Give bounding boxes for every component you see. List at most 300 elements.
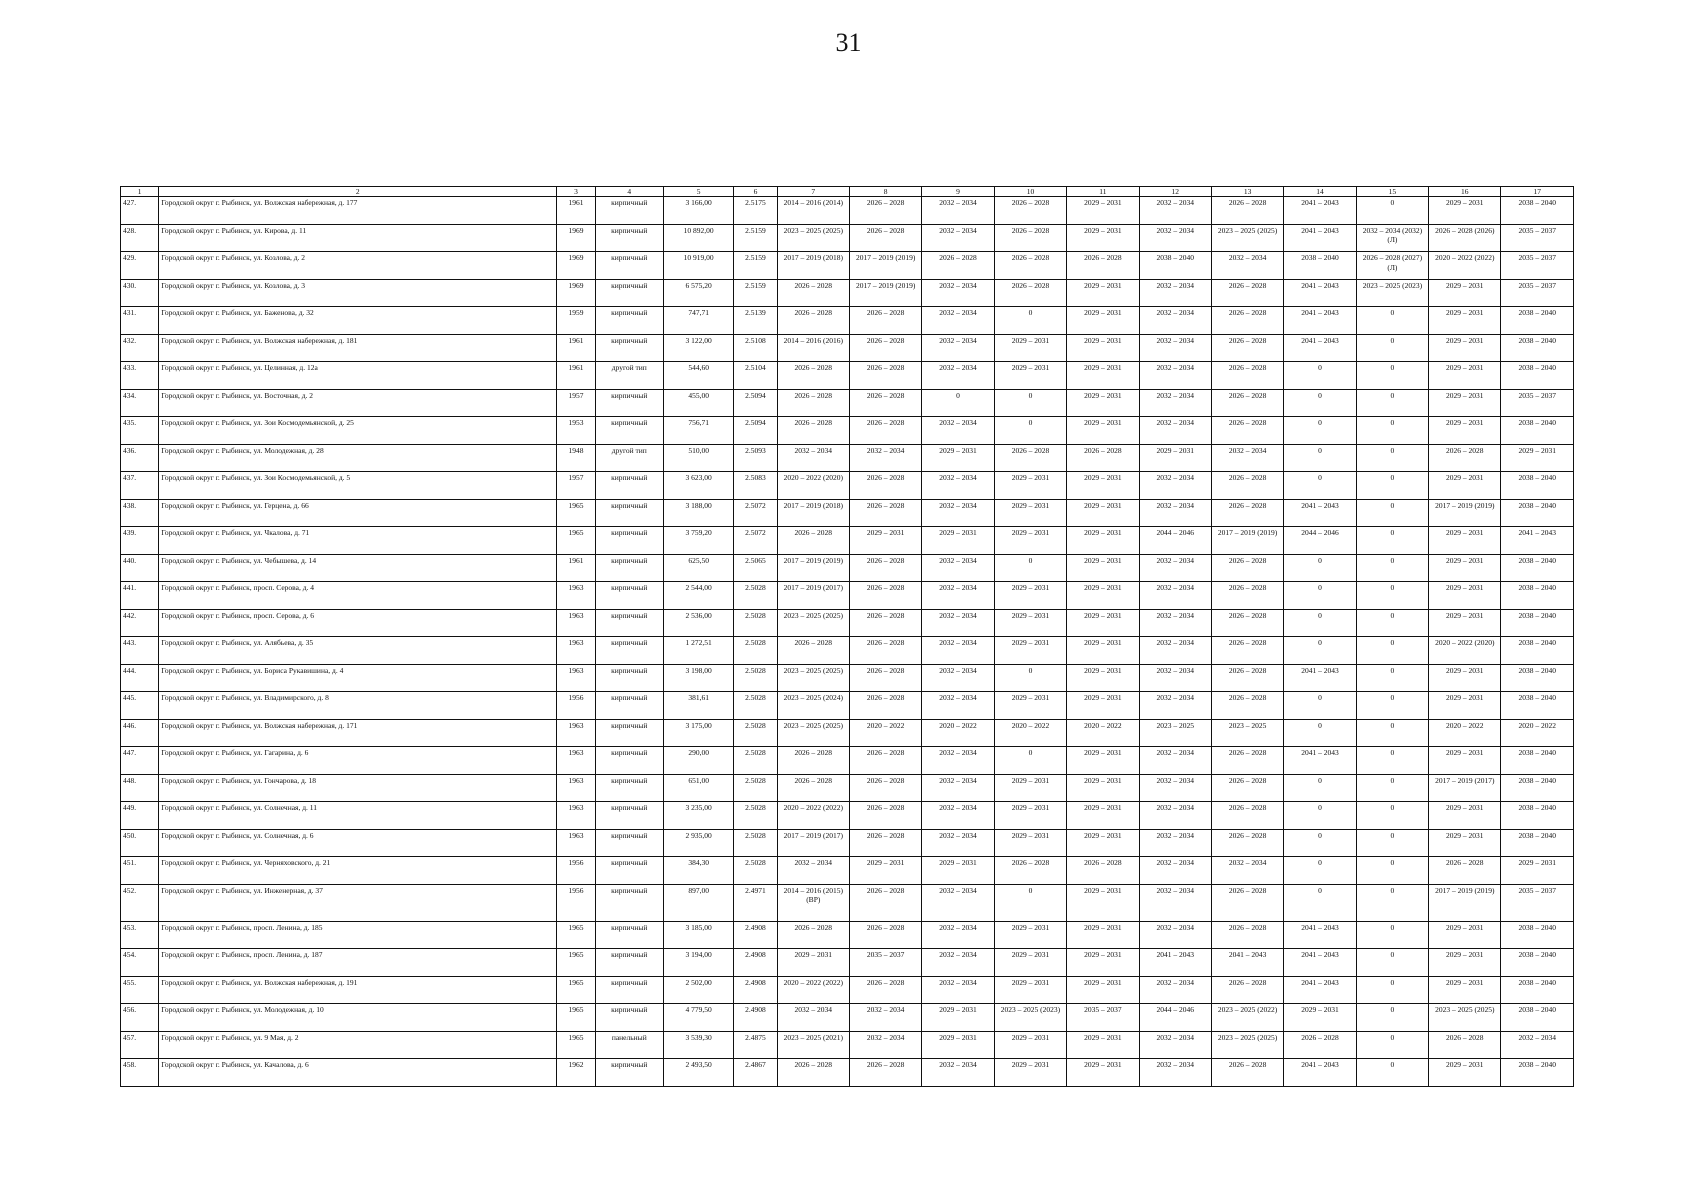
period-col-16-cell: 2029 – 2031 xyxy=(1429,609,1501,637)
period-col-13-cell: 2026 – 2028 xyxy=(1211,554,1283,582)
period-col-12-cell: 2032 – 2034 xyxy=(1139,637,1211,665)
period-col-15-cell: 0 xyxy=(1356,692,1428,720)
year-built-cell: 1969 xyxy=(557,252,595,280)
period-col-17-cell: 2038 – 2040 xyxy=(1501,554,1574,582)
period-col-7-cell: 2017 – 2019 (2019) xyxy=(777,554,849,582)
period-col-9-cell: 2032 – 2034 xyxy=(922,1059,994,1087)
priority-index-cell: 2.5159 xyxy=(734,252,777,280)
period-col-15-cell: 0 xyxy=(1356,719,1428,747)
table-row xyxy=(121,884,1574,921)
period-col-14-cell: 2041 – 2043 xyxy=(1284,499,1356,527)
row-number-cell: 437. xyxy=(121,472,159,500)
period-col-10-cell: 0 xyxy=(994,554,1066,582)
period-col-10-cell: 2029 – 2031 xyxy=(994,637,1066,665)
address-cell: Городской округ г. Рыбинск, ул. Козлова, д. 2 xyxy=(159,252,557,280)
period-col-17-cell: 2038 – 2040 xyxy=(1501,921,1574,949)
period-col-14-cell: 0 xyxy=(1284,609,1356,637)
period-col-7-cell: 2017 – 2019 (2017) xyxy=(777,829,849,857)
period-col-7-cell: 2026 – 2028 xyxy=(777,307,849,335)
period-col-17-cell: 2038 – 2040 xyxy=(1501,417,1574,445)
period-col-14-cell: 0 xyxy=(1284,802,1356,830)
period-col-13-cell: 2026 – 2028 xyxy=(1211,774,1283,802)
wall-material-cell: кирпичный xyxy=(595,884,663,921)
period-col-8-cell: 2020 – 2022 xyxy=(849,719,921,747)
row-number-cell: 445. xyxy=(121,692,159,720)
period-col-7-cell: 2026 – 2028 xyxy=(777,921,849,949)
period-col-17-cell: 2038 – 2040 xyxy=(1501,664,1574,692)
period-col-16-cell: 2029 – 2031 xyxy=(1429,949,1501,977)
period-col-9-cell: 2020 – 2022 xyxy=(922,719,994,747)
priority-index-cell: 2.5159 xyxy=(734,224,777,252)
period-col-11-cell: 2029 – 2031 xyxy=(1067,692,1139,720)
housing-register-table xyxy=(120,186,1574,1087)
address-cell: Городской округ г. Рыбинск, ул. Инженерная, д. 37 xyxy=(159,884,557,921)
year-built-cell: 1963 xyxy=(557,719,595,747)
period-col-8-cell: 2026 – 2028 xyxy=(849,829,921,857)
area-cell: 3 623,00 xyxy=(663,472,733,500)
wall-material-cell: кирпичный xyxy=(595,389,663,417)
period-col-15-cell: 0 xyxy=(1356,884,1428,921)
area-cell: 3 194,00 xyxy=(663,949,733,977)
period-col-15-cell: 0 xyxy=(1356,774,1428,802)
period-col-10-cell: 2029 – 2031 xyxy=(994,921,1066,949)
period-col-17-cell: 2038 – 2040 xyxy=(1501,307,1574,335)
period-col-9-cell: 2032 – 2034 xyxy=(922,774,994,802)
priority-index-cell: 2.4908 xyxy=(734,949,777,977)
period-col-12-cell: 2032 – 2034 xyxy=(1139,609,1211,637)
page-number: 31 xyxy=(835,28,862,57)
table-row xyxy=(121,609,1574,637)
area-cell: 651,00 xyxy=(663,774,733,802)
year-built-cell: 1963 xyxy=(557,582,595,610)
address-cell: Городской округ г. Рыбинск, ул. Волжская набережная, д. 191 xyxy=(159,976,557,1004)
period-col-13-cell: 2026 – 2028 xyxy=(1211,976,1283,1004)
period-col-8-cell: 2026 – 2028 xyxy=(849,774,921,802)
period-col-12-cell: 2032 – 2034 xyxy=(1139,1059,1211,1087)
period-col-7-cell: 2026 – 2028 xyxy=(777,747,849,775)
area-cell: 3 175,00 xyxy=(663,719,733,747)
period-col-11-cell: 2029 – 2031 xyxy=(1067,802,1139,830)
period-col-14-cell: 0 xyxy=(1284,554,1356,582)
period-col-15-cell: 0 xyxy=(1356,1031,1428,1059)
period-col-11-cell: 2029 – 2031 xyxy=(1067,774,1139,802)
table-row xyxy=(121,252,1574,280)
period-col-7-cell: 2032 – 2034 xyxy=(777,857,849,885)
period-col-7-cell: 2017 – 2019 (2017) xyxy=(777,582,849,610)
period-col-7-cell: 2023 – 2025 (2024) xyxy=(777,692,849,720)
period-col-8-cell: 2032 – 2034 xyxy=(849,1031,921,1059)
period-col-8-cell: 2029 – 2031 xyxy=(849,527,921,555)
period-col-7-cell: 2014 – 2016 (2015) (ВР) xyxy=(777,884,849,921)
period-col-12-cell: 2032 – 2034 xyxy=(1139,279,1211,307)
period-col-10-cell: 2029 – 2031 xyxy=(994,582,1066,610)
area-cell: 3 188,00 xyxy=(663,499,733,527)
column-header-4: 4 xyxy=(595,187,663,197)
period-col-10-cell: 2029 – 2031 xyxy=(994,472,1066,500)
period-col-9-cell: 2032 – 2034 xyxy=(922,582,994,610)
table-row xyxy=(121,802,1574,830)
period-col-15-cell: 0 xyxy=(1356,307,1428,335)
year-built-cell: 1965 xyxy=(557,499,595,527)
row-number-cell: 432. xyxy=(121,334,159,362)
area-cell: 3 759,20 xyxy=(663,527,733,555)
column-header-3: 3 xyxy=(557,187,595,197)
row-number-cell: 446. xyxy=(121,719,159,747)
row-number-cell: 433. xyxy=(121,362,159,390)
period-col-10-cell: 2029 – 2031 xyxy=(994,1059,1066,1087)
row-number-cell: 448. xyxy=(121,774,159,802)
table-row xyxy=(121,1004,1574,1032)
period-col-8-cell: 2026 – 2028 xyxy=(849,976,921,1004)
period-col-12-cell: 2032 – 2034 xyxy=(1139,417,1211,445)
wall-material-cell: кирпичный xyxy=(595,719,663,747)
period-col-14-cell: 2041 – 2043 xyxy=(1284,307,1356,335)
wall-material-cell: панельный xyxy=(595,1031,663,1059)
period-col-14-cell: 0 xyxy=(1284,417,1356,445)
period-col-16-cell: 2029 – 2031 xyxy=(1429,389,1501,417)
period-col-14-cell: 2029 – 2031 xyxy=(1284,1004,1356,1032)
period-col-13-cell: 2026 – 2028 xyxy=(1211,362,1283,390)
period-col-12-cell: 2032 – 2034 xyxy=(1139,582,1211,610)
priority-index-cell: 2.4908 xyxy=(734,921,777,949)
period-col-14-cell: 0 xyxy=(1284,884,1356,921)
priority-index-cell: 2.5104 xyxy=(734,362,777,390)
period-col-14-cell: 2041 – 2043 xyxy=(1284,334,1356,362)
period-col-8-cell: 2026 – 2028 xyxy=(849,417,921,445)
period-col-11-cell: 2029 – 2031 xyxy=(1067,921,1139,949)
period-col-14-cell: 2041 – 2043 xyxy=(1284,976,1356,1004)
column-header-14: 14 xyxy=(1284,187,1356,197)
priority-index-cell: 2.5028 xyxy=(734,719,777,747)
table-row xyxy=(121,719,1574,747)
period-col-14-cell: 2026 – 2028 xyxy=(1284,1031,1356,1059)
year-built-cell: 1965 xyxy=(557,976,595,1004)
wall-material-cell: кирпичный xyxy=(595,499,663,527)
period-col-12-cell: 2032 – 2034 xyxy=(1139,389,1211,417)
period-col-15-cell: 0 xyxy=(1356,554,1428,582)
period-col-15-cell: 0 xyxy=(1356,747,1428,775)
address-cell: Городской округ г. Рыбинск, ул. Восточная, д. 2 xyxy=(159,389,557,417)
period-col-14-cell: 0 xyxy=(1284,719,1356,747)
period-col-11-cell: 2029 – 2031 xyxy=(1067,637,1139,665)
address-cell: Городской округ г. Рыбинск, ул. Черняховского, д. 21 xyxy=(159,857,557,885)
period-col-9-cell: 2032 – 2034 xyxy=(922,334,994,362)
period-col-7-cell: 2032 – 2034 xyxy=(777,1004,849,1032)
priority-index-cell: 2.5028 xyxy=(734,637,777,665)
period-col-9-cell: 2032 – 2034 xyxy=(922,197,994,225)
year-built-cell: 1959 xyxy=(557,307,595,335)
period-col-17-cell: 2038 – 2040 xyxy=(1501,637,1574,665)
period-col-11-cell: 2029 – 2031 xyxy=(1067,1031,1139,1059)
period-col-14-cell: 2041 – 2043 xyxy=(1284,1059,1356,1087)
period-col-17-cell: 2038 – 2040 xyxy=(1501,472,1574,500)
period-col-10-cell: 2029 – 2031 xyxy=(994,499,1066,527)
area-cell: 381,61 xyxy=(663,692,733,720)
table-row xyxy=(121,389,1574,417)
period-col-15-cell: 2032 – 2034 (2032) (Л) xyxy=(1356,224,1428,252)
period-col-11-cell: 2029 – 2031 xyxy=(1067,609,1139,637)
period-col-10-cell: 2029 – 2031 xyxy=(994,1031,1066,1059)
period-col-11-cell: 2026 – 2028 xyxy=(1067,857,1139,885)
period-col-10-cell: 2029 – 2031 xyxy=(994,692,1066,720)
row-number-cell: 441. xyxy=(121,582,159,610)
row-number-cell: 427. xyxy=(121,197,159,225)
year-built-cell: 1961 xyxy=(557,334,595,362)
period-col-7-cell: 2032 – 2034 xyxy=(777,444,849,472)
table-row xyxy=(121,362,1574,390)
wall-material-cell: другой тип xyxy=(595,444,663,472)
period-col-16-cell: 2020 – 2022 xyxy=(1429,719,1501,747)
period-col-16-cell: 2023 – 2025 (2025) xyxy=(1429,1004,1501,1032)
wall-material-cell: кирпичный xyxy=(595,1059,663,1087)
period-col-10-cell: 0 xyxy=(994,747,1066,775)
period-col-7-cell: 2023 – 2025 (2025) xyxy=(777,664,849,692)
period-col-7-cell: 2026 – 2028 xyxy=(777,362,849,390)
period-col-13-cell: 2026 – 2028 xyxy=(1211,499,1283,527)
year-built-cell: 1953 xyxy=(557,417,595,445)
period-col-16-cell: 2017 – 2019 (2017) xyxy=(1429,774,1501,802)
period-col-12-cell: 2038 – 2040 xyxy=(1139,252,1211,280)
period-col-9-cell: 2029 – 2031 xyxy=(922,527,994,555)
period-col-15-cell: 0 xyxy=(1356,637,1428,665)
address-cell: Городской округ г. Рыбинск, ул. Владимирского, д. 8 xyxy=(159,692,557,720)
period-col-10-cell: 2029 – 2031 xyxy=(994,949,1066,977)
year-built-cell: 1961 xyxy=(557,554,595,582)
priority-index-cell: 2.5028 xyxy=(734,802,777,830)
year-built-cell: 1963 xyxy=(557,774,595,802)
period-col-15-cell: 0 xyxy=(1356,664,1428,692)
area-cell: 2 544,00 xyxy=(663,582,733,610)
period-col-15-cell: 0 xyxy=(1356,921,1428,949)
wall-material-cell: кирпичный xyxy=(595,334,663,362)
row-number-cell: 428. xyxy=(121,224,159,252)
year-built-cell: 1962 xyxy=(557,1059,595,1087)
period-col-17-cell: 2038 – 2040 xyxy=(1501,609,1574,637)
priority-index-cell: 2.5108 xyxy=(734,334,777,362)
year-built-cell: 1963 xyxy=(557,829,595,857)
period-col-16-cell: 2029 – 2031 xyxy=(1429,307,1501,335)
priority-index-cell: 2.5072 xyxy=(734,527,777,555)
area-cell: 544,60 xyxy=(663,362,733,390)
period-col-16-cell: 2026 – 2028 xyxy=(1429,444,1501,472)
period-col-10-cell: 2029 – 2031 xyxy=(994,362,1066,390)
period-col-15-cell: 2026 – 2028 (2027) (Л) xyxy=(1356,252,1428,280)
period-col-13-cell: 2026 – 2028 xyxy=(1211,334,1283,362)
period-col-12-cell: 2044 – 2046 xyxy=(1139,1004,1211,1032)
area-cell: 10 919,00 xyxy=(663,252,733,280)
area-cell: 455,00 xyxy=(663,389,733,417)
period-col-11-cell: 2029 – 2031 xyxy=(1067,949,1139,977)
address-cell: Городской округ г. Рыбинск, ул. Зои Космодемьянской, д. 5 xyxy=(159,472,557,500)
period-col-17-cell: 2041 – 2043 xyxy=(1501,527,1574,555)
area-cell: 290,00 xyxy=(663,747,733,775)
period-col-15-cell: 0 xyxy=(1356,197,1428,225)
period-col-11-cell: 2029 – 2031 xyxy=(1067,362,1139,390)
period-col-9-cell: 0 xyxy=(922,389,994,417)
period-col-16-cell: 2029 – 2031 xyxy=(1429,197,1501,225)
priority-index-cell: 2.5028 xyxy=(734,857,777,885)
address-cell: Городской округ г. Рыбинск, просп. Ленина, д. 185 xyxy=(159,921,557,949)
period-col-17-cell: 2029 – 2031 xyxy=(1501,444,1574,472)
wall-material-cell: кирпичный xyxy=(595,664,663,692)
period-col-16-cell: 2029 – 2031 xyxy=(1429,664,1501,692)
area-cell: 897,00 xyxy=(663,884,733,921)
period-col-16-cell: 2029 – 2031 xyxy=(1429,692,1501,720)
period-col-17-cell: 2032 – 2034 xyxy=(1501,1031,1574,1059)
period-col-10-cell: 0 xyxy=(994,417,1066,445)
period-col-11-cell: 2029 – 2031 xyxy=(1067,417,1139,445)
address-cell: Городской округ г. Рыбинск, просп. Серова, д. 6 xyxy=(159,609,557,637)
period-col-11-cell: 2029 – 2031 xyxy=(1067,976,1139,1004)
period-col-11-cell: 2029 – 2031 xyxy=(1067,747,1139,775)
priority-index-cell: 2.4867 xyxy=(734,1059,777,1087)
period-col-9-cell: 2029 – 2031 xyxy=(922,1004,994,1032)
period-col-11-cell: 2029 – 2031 xyxy=(1067,1059,1139,1087)
period-col-17-cell: 2038 – 2040 xyxy=(1501,976,1574,1004)
period-col-14-cell: 2041 – 2043 xyxy=(1284,224,1356,252)
period-col-14-cell: 0 xyxy=(1284,444,1356,472)
period-col-13-cell: 2026 – 2028 xyxy=(1211,307,1283,335)
period-col-14-cell: 2038 – 2040 xyxy=(1284,252,1356,280)
period-col-8-cell: 2026 – 2028 xyxy=(849,362,921,390)
period-col-14-cell: 0 xyxy=(1284,362,1356,390)
period-col-14-cell: 0 xyxy=(1284,582,1356,610)
column-header-17: 17 xyxy=(1501,187,1574,197)
period-col-12-cell: 2032 – 2034 xyxy=(1139,857,1211,885)
period-col-10-cell: 0 xyxy=(994,884,1066,921)
address-cell: Городской округ г. Рыбинск, ул. Чебышева, д. 14 xyxy=(159,554,557,582)
period-col-11-cell: 2029 – 2031 xyxy=(1067,499,1139,527)
row-number-cell: 431. xyxy=(121,307,159,335)
period-col-12-cell: 2032 – 2034 xyxy=(1139,774,1211,802)
table-row xyxy=(121,921,1574,949)
year-built-cell: 1961 xyxy=(557,362,595,390)
priority-index-cell: 2.5065 xyxy=(734,554,777,582)
row-number-cell: 438. xyxy=(121,499,159,527)
address-cell: Городской округ г. Рыбинск, просп. Серова, д. 4 xyxy=(159,582,557,610)
period-col-15-cell: 0 xyxy=(1356,527,1428,555)
period-col-9-cell: 2032 – 2034 xyxy=(922,279,994,307)
row-number-cell: 442. xyxy=(121,609,159,637)
period-col-12-cell: 2032 – 2034 xyxy=(1139,472,1211,500)
period-col-16-cell: 2029 – 2031 xyxy=(1429,279,1501,307)
period-col-11-cell: 2035 – 2037 xyxy=(1067,1004,1139,1032)
period-col-10-cell: 2029 – 2031 xyxy=(994,774,1066,802)
period-col-12-cell: 2032 – 2034 xyxy=(1139,692,1211,720)
row-number-cell: 443. xyxy=(121,637,159,665)
period-col-10-cell: 2029 – 2031 xyxy=(994,334,1066,362)
priority-index-cell: 2.5093 xyxy=(734,444,777,472)
period-col-15-cell: 0 xyxy=(1356,802,1428,830)
period-col-9-cell: 2032 – 2034 xyxy=(922,499,994,527)
period-col-16-cell: 2029 – 2031 xyxy=(1429,582,1501,610)
table-row xyxy=(121,527,1574,555)
period-col-16-cell: 2029 – 2031 xyxy=(1429,472,1501,500)
period-col-11-cell: 2026 – 2028 xyxy=(1067,444,1139,472)
period-col-14-cell: 2041 – 2043 xyxy=(1284,279,1356,307)
period-col-10-cell: 2029 – 2031 xyxy=(994,976,1066,1004)
period-col-14-cell: 0 xyxy=(1284,472,1356,500)
period-col-9-cell: 2029 – 2031 xyxy=(922,444,994,472)
period-col-11-cell: 2029 – 2031 xyxy=(1067,554,1139,582)
priority-index-cell: 2.5028 xyxy=(734,774,777,802)
period-col-15-cell: 0 xyxy=(1356,1059,1428,1087)
period-col-12-cell: 2041 – 2043 xyxy=(1139,949,1211,977)
period-col-9-cell: 2026 – 2028 xyxy=(922,252,994,280)
period-col-9-cell: 2032 – 2034 xyxy=(922,224,994,252)
period-col-16-cell: 2017 – 2019 (2019) xyxy=(1429,499,1501,527)
priority-index-cell: 2.5083 xyxy=(734,472,777,500)
period-col-13-cell: 2023 – 2025 (2025) xyxy=(1211,1031,1283,1059)
period-col-14-cell: 0 xyxy=(1284,774,1356,802)
table-row xyxy=(121,307,1574,335)
period-col-11-cell: 2026 – 2028 xyxy=(1067,252,1139,280)
period-col-13-cell: 2032 – 2034 xyxy=(1211,252,1283,280)
area-cell: 4 779,50 xyxy=(663,1004,733,1032)
row-number-cell: 444. xyxy=(121,664,159,692)
period-col-13-cell: 2026 – 2028 xyxy=(1211,197,1283,225)
period-col-15-cell: 0 xyxy=(1356,499,1428,527)
period-col-8-cell: 2026 – 2028 xyxy=(849,609,921,637)
address-cell: Городской округ г. Рыбинск, ул. Солнечная, д. 6 xyxy=(159,829,557,857)
period-col-11-cell: 2029 – 2031 xyxy=(1067,582,1139,610)
wall-material-cell: кирпичный xyxy=(595,554,663,582)
column-header-6: 6 xyxy=(734,187,777,197)
period-col-9-cell: 2032 – 2034 xyxy=(922,829,994,857)
address-cell: Городской округ г. Рыбинск, просп. Ленина, д. 187 xyxy=(159,949,557,977)
period-col-10-cell: 2026 – 2028 xyxy=(994,279,1066,307)
area-cell: 10 892,00 xyxy=(663,224,733,252)
priority-index-cell: 2.4908 xyxy=(734,976,777,1004)
area-cell: 510,00 xyxy=(663,444,733,472)
period-col-15-cell: 0 xyxy=(1356,976,1428,1004)
period-col-9-cell: 2032 – 2034 xyxy=(922,637,994,665)
period-col-14-cell: 2041 – 2043 xyxy=(1284,747,1356,775)
period-col-9-cell: 2032 – 2034 xyxy=(922,949,994,977)
period-col-15-cell: 0 xyxy=(1356,444,1428,472)
period-col-17-cell: 2020 – 2022 xyxy=(1501,719,1574,747)
table-row xyxy=(121,829,1574,857)
address-cell: Городской округ г. Рыбинск, ул. Алябьева, д. 35 xyxy=(159,637,557,665)
period-col-14-cell: 0 xyxy=(1284,389,1356,417)
period-col-14-cell: 0 xyxy=(1284,637,1356,665)
period-col-17-cell: 2038 – 2040 xyxy=(1501,774,1574,802)
column-header-7: 7 xyxy=(777,187,849,197)
period-col-12-cell: 2032 – 2034 xyxy=(1139,334,1211,362)
area-cell: 3 539,30 xyxy=(663,1031,733,1059)
period-col-15-cell: 0 xyxy=(1356,829,1428,857)
period-col-8-cell: 2026 – 2028 xyxy=(849,747,921,775)
year-built-cell: 1956 xyxy=(557,692,595,720)
area-cell: 3 185,00 xyxy=(663,921,733,949)
period-col-8-cell: 2026 – 2028 xyxy=(849,554,921,582)
period-col-17-cell: 2038 – 2040 xyxy=(1501,802,1574,830)
period-col-17-cell: 2038 – 2040 xyxy=(1501,197,1574,225)
period-col-12-cell: 2032 – 2034 xyxy=(1139,197,1211,225)
area-cell: 3 122,00 xyxy=(663,334,733,362)
row-number-cell: 449. xyxy=(121,802,159,830)
period-col-12-cell: 2032 – 2034 xyxy=(1139,747,1211,775)
period-col-16-cell: 2029 – 2031 xyxy=(1429,527,1501,555)
period-col-16-cell: 2026 – 2028 xyxy=(1429,857,1501,885)
period-col-11-cell: 2029 – 2031 xyxy=(1067,664,1139,692)
wall-material-cell: кирпичный xyxy=(595,747,663,775)
priority-index-cell: 2.5072 xyxy=(734,499,777,527)
period-col-9-cell: 2032 – 2034 xyxy=(922,472,994,500)
period-col-15-cell: 0 xyxy=(1356,1004,1428,1032)
period-col-9-cell: 2032 – 2034 xyxy=(922,362,994,390)
address-cell: Городской округ г. Рыбинск, ул. Целинная, д. 12а xyxy=(159,362,557,390)
